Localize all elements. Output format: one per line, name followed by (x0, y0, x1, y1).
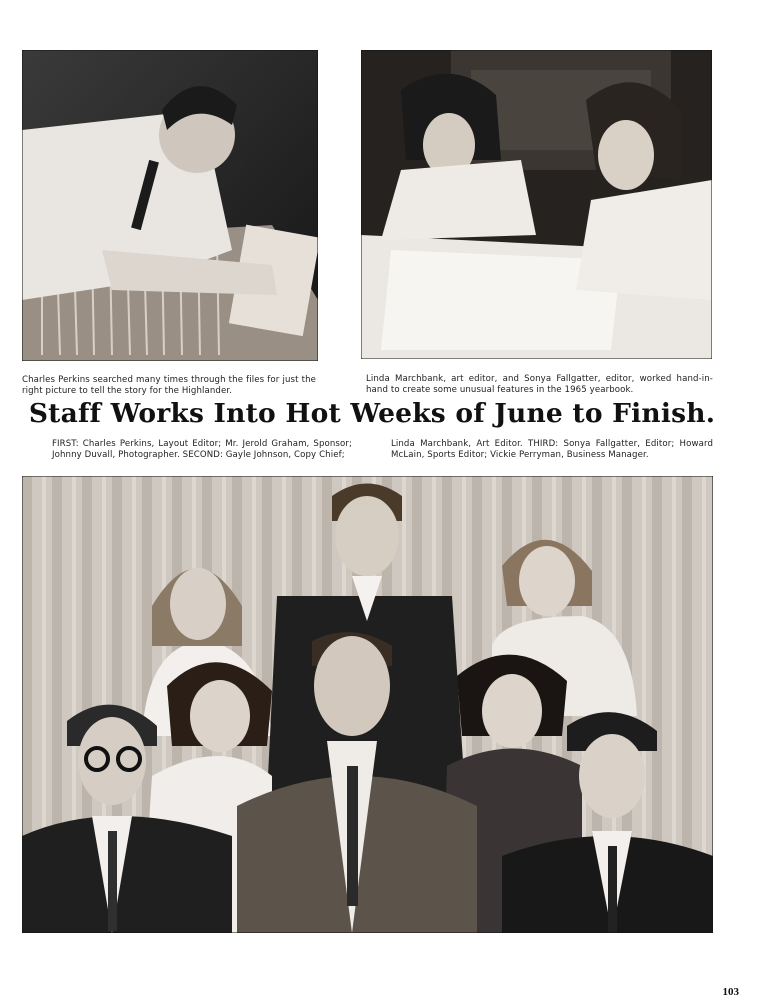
page-headline: Staff Works Into Hot Weeks of June to Finish. (28, 398, 716, 429)
group-caption-right: Linda Marchbank, Art Editor. THIRD: Sonya Fallgatter, Editor; Howard McLain, Sports Editor; Vickie Perryman, Business Manager. (391, 439, 713, 460)
group-portrait-image (22, 476, 713, 933)
top-right-caption: Linda Marchbank, art editor, and Sonya Fallgatter, editor, worked hand-in-hand to create some unusual features in the 1965 yearbook. (366, 374, 713, 395)
group-caption-left: FIRST: Charles Perkins, Layout Editor; Mr. Jerold Graham, Sponsor; Johnny Duvall, Photographer. SECOND: Gayle Johnson, Copy Chief; (52, 439, 352, 460)
page-number: 103 (722, 986, 739, 998)
top-left-photo (22, 50, 318, 361)
top-left-caption: Charles Perkins searched many times through the files for just the right picture to tell the story for the Highlander. (22, 375, 316, 396)
top-right-photo (361, 50, 712, 359)
group-photo (22, 476, 713, 933)
file-drawer-photo-image (22, 50, 318, 361)
editors-photo-image (361, 50, 712, 359)
